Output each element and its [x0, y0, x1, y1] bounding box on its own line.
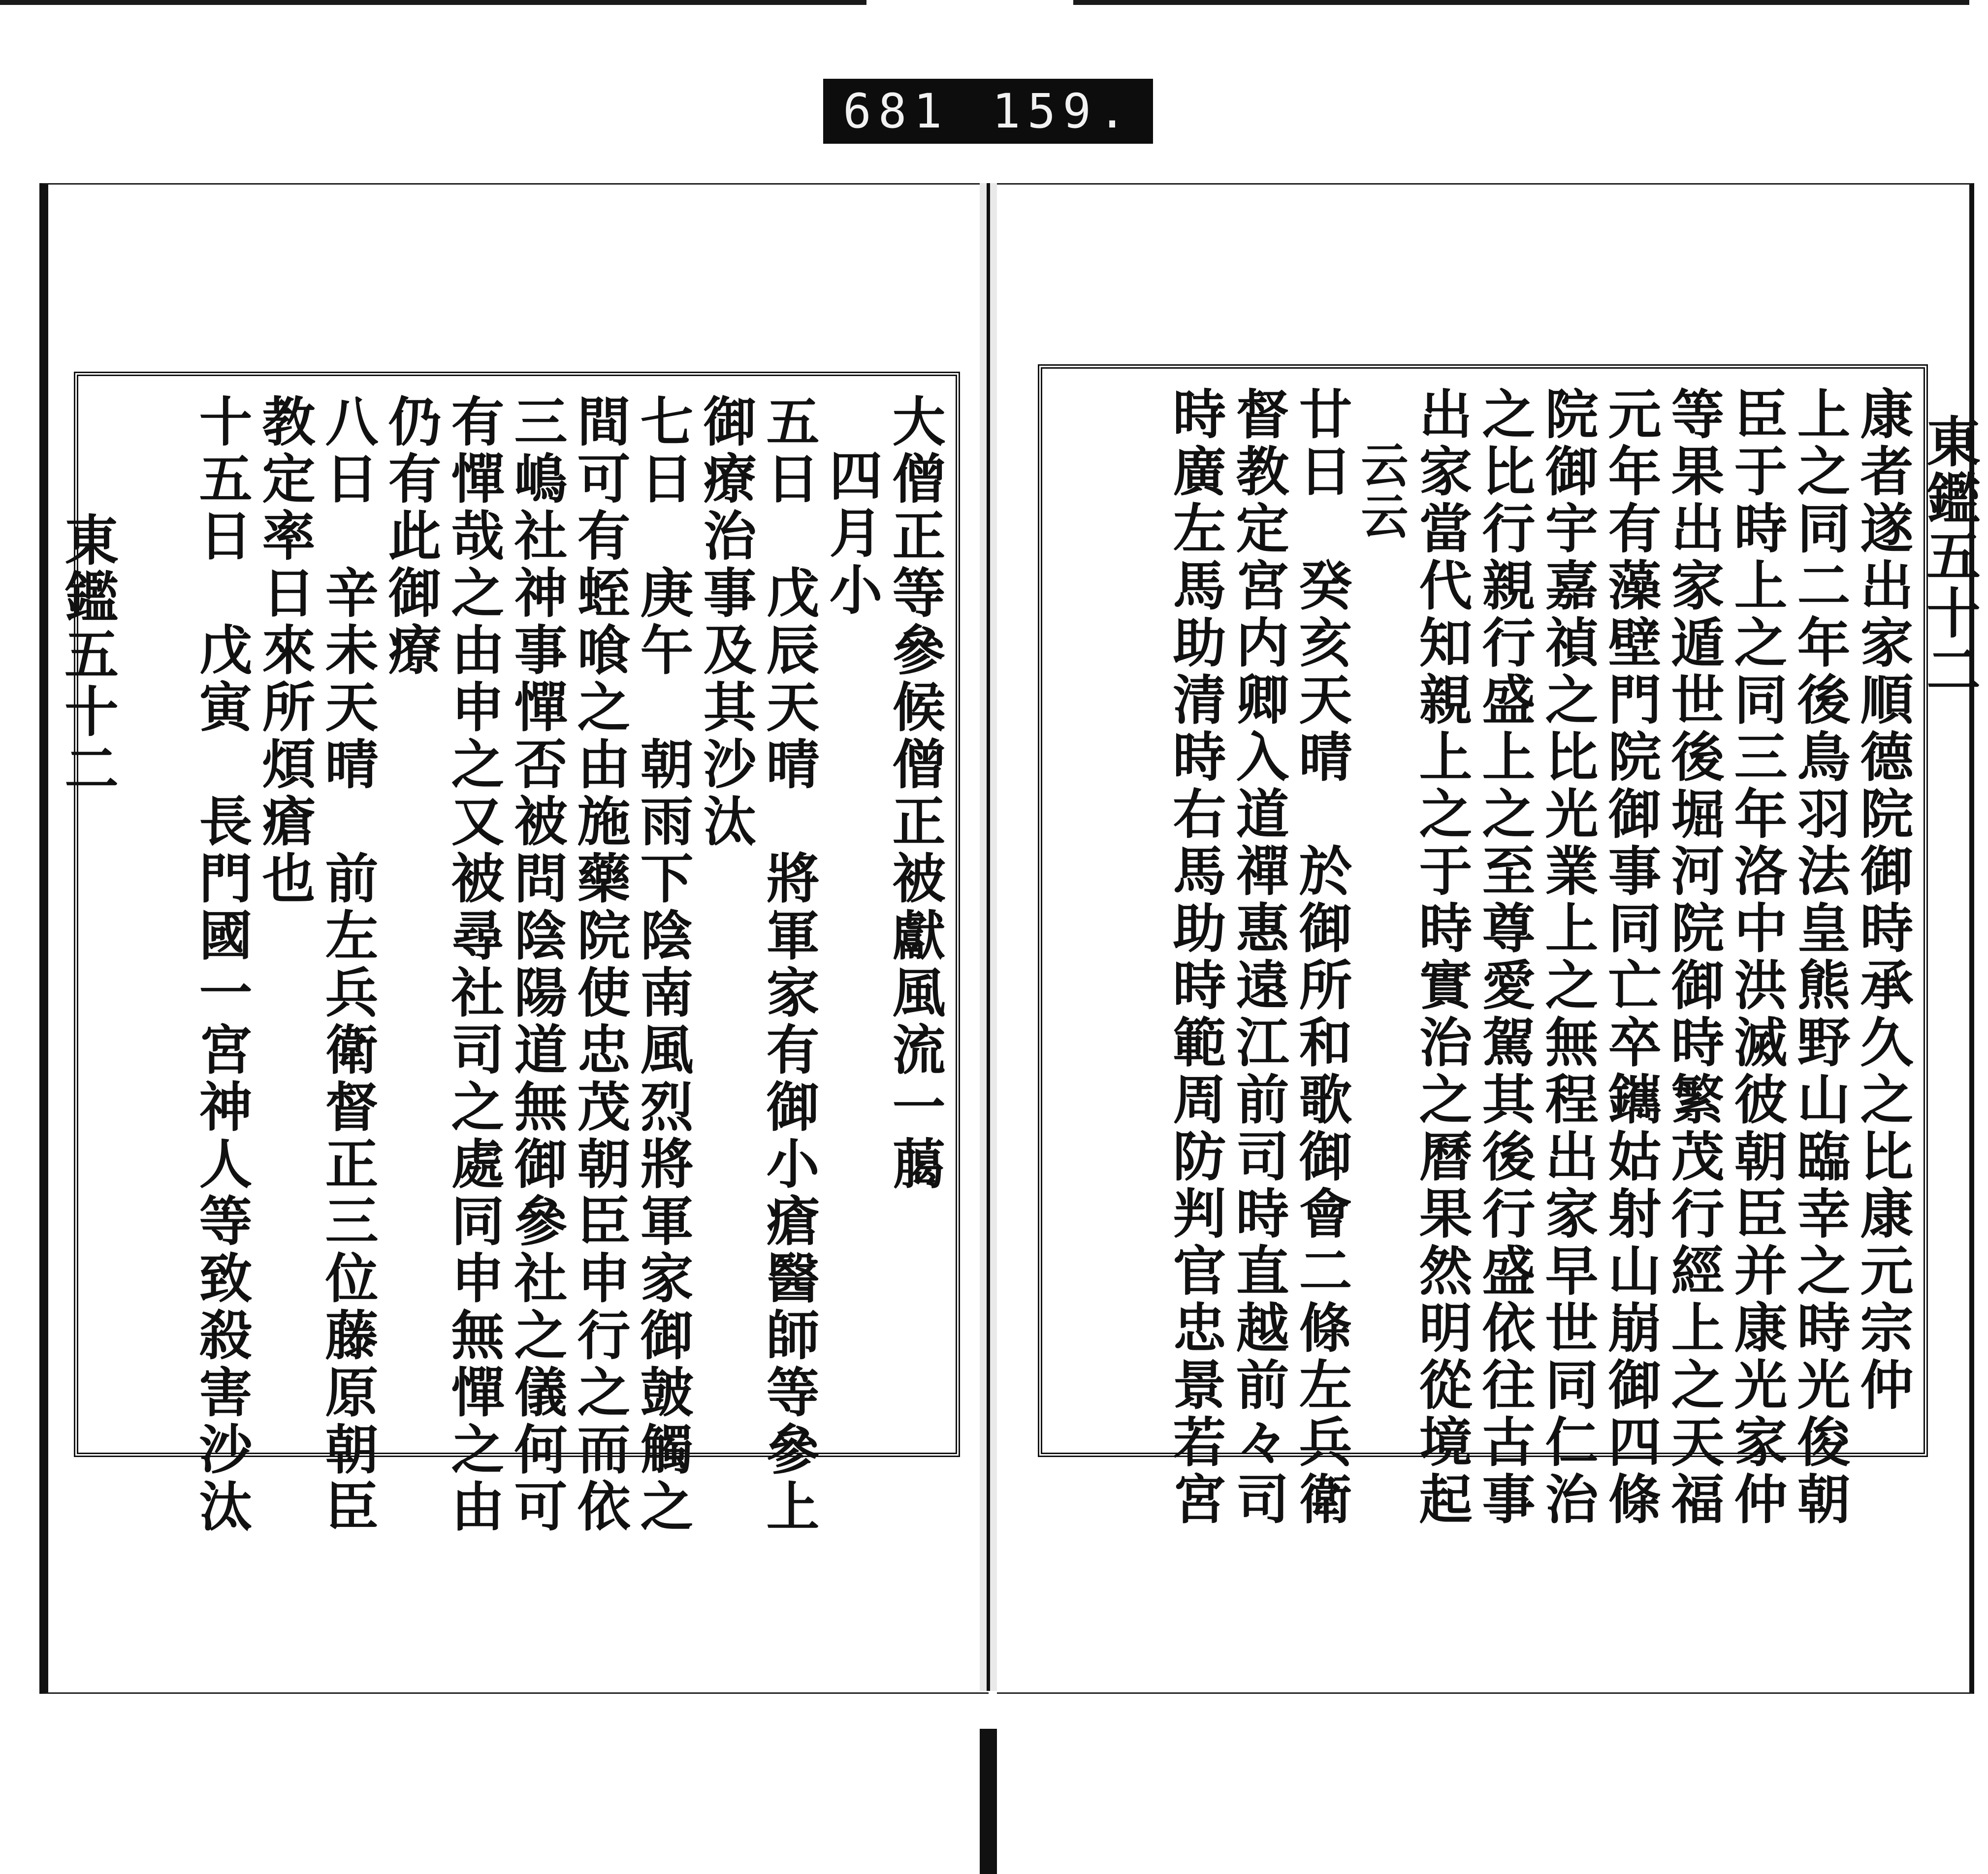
text-column: 元年有藻壁門院御事同亡卒䥴姑射山崩御四條	[1599, 386, 1661, 1528]
text-column: 督教定宮内卿入道禪惠遠江前司時直越前々司	[1227, 386, 1289, 1528]
counter-right-number: 159.	[992, 84, 1133, 139]
text-column: 間可有蛭喰之由施藥院使忠茂朝臣申行之而依	[568, 394, 630, 1536]
text-column: 云云	[1353, 441, 1409, 543]
counter-left-number: 681	[843, 84, 949, 139]
right-text-frame	[1038, 364, 1928, 1528]
left-text-frame	[74, 372, 960, 1536]
text-column: 五日 戊辰天晴 將軍家有御小瘡醫師等參上	[757, 394, 819, 1536]
text-column: 八日 辛未天晴 前左兵衛督正三位藤原朝臣	[316, 394, 378, 1536]
text-column: 四月小	[820, 448, 882, 619]
text-column: 院御宇嘉禎之比光業上之無程出家早世同仁治	[1536, 386, 1598, 1528]
right-running-title: 東鑑五十二	[1918, 413, 1981, 699]
text-column: 三嶋社神事憚否被問陰陽道無御參社之儀何可	[505, 394, 567, 1536]
left-running-title: 東鑑五十二	[56, 512, 119, 797]
text-column: 上之同二年後鳥羽法皇熊野山臨幸之時光俊朝	[1788, 386, 1850, 1528]
text-column: 大僧正等參候僧正被獻風流一﨟	[883, 394, 945, 1193]
spine-line	[987, 183, 990, 1691]
book-spine	[980, 183, 997, 1691]
text-column: 御療治事及其沙汰	[694, 394, 756, 851]
top-border-gap	[866, 0, 1073, 5]
text-column: 十五日 戊寅 長門國一宮神人等致殺害沙汰	[190, 394, 252, 1536]
text-column: 之比行親行盛上之至尊愛駕其後行盛依往古事	[1473, 386, 1535, 1528]
text-column: 廿日 癸亥天晴 於御所和歌御會二條左兵衛	[1290, 386, 1352, 1528]
right-text-body	[1057, 386, 1913, 1528]
text-column: 出家當代知親上之于時實治之曆果然明從境起	[1410, 386, 1472, 1528]
left-text-body	[93, 394, 945, 1536]
text-column: 臣于時上之同三年洛中洪滅彼朝臣并康光家仲	[1725, 386, 1787, 1528]
text-column: 教定率日來所煩瘡也	[253, 394, 315, 908]
text-column: 時廣左馬助清時右馬助時範周防判官忠景若宮	[1164, 386, 1226, 1528]
reel-frame-counter	[823, 79, 1153, 144]
spine-tab	[980, 1729, 997, 1874]
text-column: 康者遂出家順德院御時承久之比康元宗仲	[1851, 386, 1913, 1414]
text-column: 有憚哉之由申之又被尋社司之處同申無憚之由	[442, 394, 504, 1536]
text-column: 仍有此御療	[379, 394, 441, 679]
text-column: 等果出家遁世後堀河院御時繁茂行經上之天福	[1662, 386, 1724, 1528]
text-column: 七日 庚午 朝雨下陰南風烈將軍家御皷觸之	[631, 394, 693, 1536]
